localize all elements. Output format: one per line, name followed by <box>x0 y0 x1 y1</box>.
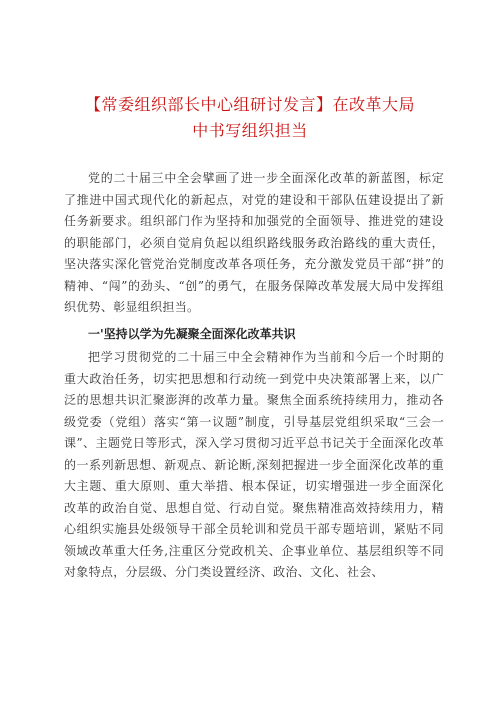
section-1-paragraph-block <box>64 347 444 584</box>
intro-paragraph-block <box>64 168 444 319</box>
section-heading-1: 一'坚持以学为先凝聚全面深化改革共识 <box>88 327 296 341</box>
title-line-1: 【常委组织部长中心组研讨发言】在改革大局 <box>84 95 415 114</box>
intro-paragraph: 党的二十届三中全会擘画了进一步全面深化改革的新蓝图，标定了推进中国式现代化的新起点，对党的建设和干部队伍建设提出了新任务新要求。组织部门作为坚持和加强党的全面领导、推进党的建设的职能部门，必须自觉肩负起以组织路线服务政治路线的重大责任，坚决落实深化管党治党制度改革各项任务，充分激发党员干部“拼”的精神、“闯”的劲头、“创”的勇气，在服务保障改革发展大局中发挥组织优势、彰显组织担当。 <box>64 171 444 314</box>
title-line-2: 中书写组织担当 <box>192 121 308 140</box>
section-1-paragraph: 把学习贯彻党的二十届三中全会精神作为当前和今后一个时期的重大政治任务，切实把思想和行动统一到党中央决策部署上来，以广泛的思想共识汇聚澎湃的改革力量。聚焦全面系统持续用力，推动各级党委（党组）落实“第一议题”制度，引导基层党组织采取“三会一课”、主题党日等形式，深入学习贯彻习近平总书记关于全面深化改革的一系列新思想、新观点、新论断,深刻把握进一步全面深化改革的重大主题、重大原则、重大举措、根本保证，切实增强进一步全面深化改革的政治自觉、思想自觉、行动自觉。聚焦精准高效持续用力，精心组织实施县处级领导干部全员轮训和党员干部专题培训，紧贴不同领域改革重大任务,注重区分党政机关、企事业单位、基层组织等不同对象特点，分层级、分门类设置经济、政治、文化、社会、 <box>64 350 444 579</box>
document-title <box>60 92 440 144</box>
